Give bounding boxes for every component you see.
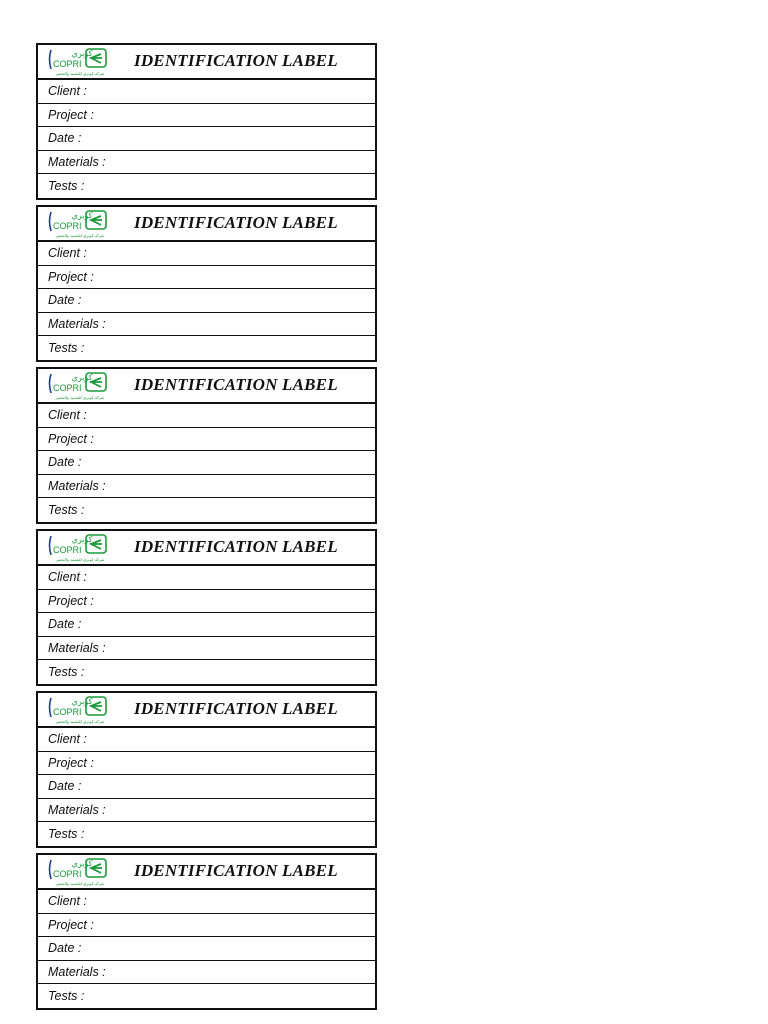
svg-text:شركة كوبري للتشييد والتعمير: شركة كوبري للتشييد والتعمير xyxy=(55,881,105,886)
field-client xyxy=(38,404,375,428)
field-label: Materials : xyxy=(48,641,106,656)
identification-label xyxy=(36,529,377,686)
field-date xyxy=(38,289,375,313)
svg-text:شركة كوبري للتشييد والتعمير: شركة كوبري للتشييد والتعمير xyxy=(55,557,105,562)
copri-logo-icon xyxy=(48,371,112,401)
field-label: Date : xyxy=(48,131,82,146)
field-materials xyxy=(38,961,375,985)
field-project xyxy=(38,914,375,938)
label-sheet xyxy=(36,43,377,1015)
label-title: IDENTIFICATION LABEL xyxy=(134,51,338,70)
field-label: Project : xyxy=(48,593,94,608)
field-label: Project : xyxy=(48,755,94,770)
field-label: Project : xyxy=(48,107,94,122)
label-header xyxy=(38,531,375,566)
field-label: Materials : xyxy=(48,803,106,818)
field-date xyxy=(38,451,375,475)
label-header xyxy=(38,207,375,242)
svg-text:كوبري: كوبري xyxy=(71,859,93,868)
svg-text:COPRI: COPRI xyxy=(53,221,82,231)
field-client xyxy=(38,566,375,590)
field-tests xyxy=(38,822,375,846)
field-label: Project : xyxy=(48,269,94,284)
field-label: Date : xyxy=(48,779,82,794)
label-title: IDENTIFICATION LABEL xyxy=(134,375,338,394)
field-tests xyxy=(38,498,375,522)
label-header xyxy=(38,45,375,80)
identification-label xyxy=(36,205,377,362)
identification-label xyxy=(36,43,377,200)
copri-logo-icon xyxy=(48,695,112,725)
label-header xyxy=(38,369,375,404)
svg-text:كوبري: كوبري xyxy=(71,697,93,706)
svg-text:COPRI: COPRI xyxy=(53,707,82,717)
field-label: Date : xyxy=(48,617,82,632)
field-tests xyxy=(38,660,375,684)
field-label: Materials : xyxy=(48,317,106,332)
svg-text:COPRI: COPRI xyxy=(53,59,82,69)
field-label: Client : xyxy=(48,246,87,261)
field-label: Tests : xyxy=(48,827,85,842)
field-client xyxy=(38,728,375,752)
svg-text:كوبري: كوبري xyxy=(71,211,93,220)
field-date xyxy=(38,613,375,637)
field-label: Project : xyxy=(48,431,94,446)
label-title: IDENTIFICATION LABEL xyxy=(134,861,338,880)
field-label: Tests : xyxy=(48,179,85,194)
svg-text:شركة كوبري للتشييد والتعمير: شركة كوبري للتشييد والتعمير xyxy=(55,719,105,724)
field-materials xyxy=(38,799,375,823)
field-date xyxy=(38,775,375,799)
field-label: Client : xyxy=(48,570,87,585)
field-client xyxy=(38,242,375,266)
label-title: IDENTIFICATION LABEL xyxy=(134,699,338,718)
field-materials xyxy=(38,151,375,175)
identification-label xyxy=(36,691,377,848)
label-title: IDENTIFICATION LABEL xyxy=(134,537,338,556)
svg-text:COPRI: COPRI xyxy=(53,545,82,555)
label-header xyxy=(38,693,375,728)
field-label: Date : xyxy=(48,293,82,308)
field-client xyxy=(38,80,375,104)
field-label: Client : xyxy=(48,408,87,423)
label-header xyxy=(38,855,375,890)
field-project xyxy=(38,752,375,776)
copri-logo-icon xyxy=(48,47,112,77)
copri-logo-icon xyxy=(48,533,112,563)
copri-logo-icon xyxy=(48,857,112,887)
svg-text:شركة كوبري للتشييد والتعمير: شركة كوبري للتشييد والتعمير xyxy=(55,233,105,238)
field-project xyxy=(38,266,375,290)
field-project xyxy=(38,428,375,452)
field-label: Tests : xyxy=(48,341,85,356)
svg-text:شركة كوبري للتشييد والتعمير: شركة كوبري للتشييد والتعمير xyxy=(55,395,105,400)
field-tests xyxy=(38,336,375,360)
field-label: Materials : xyxy=(48,155,106,170)
field-label: Project : xyxy=(48,917,94,932)
label-title: IDENTIFICATION LABEL xyxy=(134,213,338,232)
svg-text:COPRI: COPRI xyxy=(53,383,82,393)
svg-text:كوبري: كوبري xyxy=(71,373,93,382)
field-date xyxy=(38,937,375,961)
field-label: Tests : xyxy=(48,503,85,518)
field-label: Client : xyxy=(48,894,87,909)
svg-text:COPRI: COPRI xyxy=(53,869,82,879)
field-tests xyxy=(38,984,375,1008)
svg-text:شركة كوبري للتشييد والتعمير: شركة كوبري للتشييد والتعمير xyxy=(55,71,105,76)
field-materials xyxy=(38,313,375,337)
field-label: Date : xyxy=(48,941,82,956)
field-label: Date : xyxy=(48,455,82,470)
svg-text:كوبري: كوبري xyxy=(71,535,93,544)
identification-label xyxy=(36,367,377,524)
field-label: Client : xyxy=(48,84,87,99)
field-label: Tests : xyxy=(48,665,85,680)
field-client xyxy=(38,890,375,914)
svg-text:كوبري: كوبري xyxy=(71,49,93,58)
field-label: Client : xyxy=(48,732,87,747)
field-tests xyxy=(38,174,375,198)
field-materials xyxy=(38,475,375,499)
field-date xyxy=(38,127,375,151)
field-label: Tests : xyxy=(48,989,85,1004)
field-project xyxy=(38,104,375,128)
field-label: Materials : xyxy=(48,965,106,980)
identification-label xyxy=(36,853,377,1010)
field-materials xyxy=(38,637,375,661)
copri-logo-icon xyxy=(48,209,112,239)
field-label: Materials : xyxy=(48,479,106,494)
field-project xyxy=(38,590,375,614)
